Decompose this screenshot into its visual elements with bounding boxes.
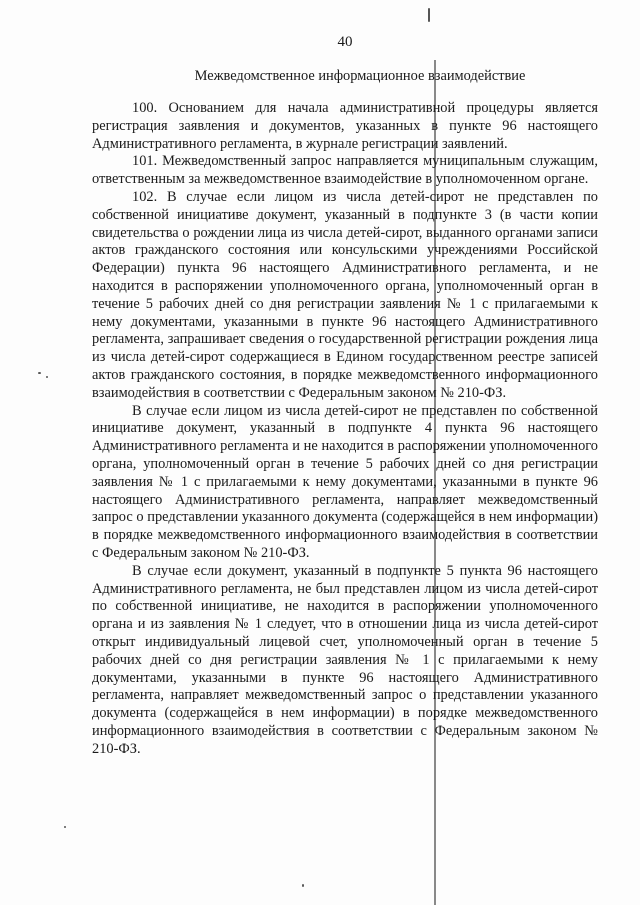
paragraph-100: 100. Основанием для начала административной процедуры является регистрация заявления и документов, указанных в пункте 96 настоящего Административного регламента, в журнале регистрации заявлений.	[92, 100, 598, 152]
paragraph-102: 102. В случае если лицом из числа детей-сирот не представлен по собственной инициативе документ, указанный в подпункте 3 (в части копии свидетельства о рождении лица из числа детей-сирот, выданного органами записи актов гражданского состояния или консульскими учреждениями Российской Федерации) пункта 96 настоящего Административного регламента, и не находится в распоряжении уполномоченного органа, уполномоченный орган в течение 5 рабочих дней со дня регистрации заявления № 1 с прилагаемыми к нему документами, указанными в пункте 96 настоящего Административного регламента, запрашивает сведения о государственной регистрации рождения лица из числа детей-сирот содержащиеся в Едином государственном реестре записей актов гражданского состояния, в порядке межведомственного информационного взаимодействия в соответствии с Федеральным законом № 210-ФЗ.	[92, 188, 598, 401]
page-number: 40	[337, 34, 353, 50]
scan-speck	[46, 376, 48, 378]
section-heading: Межведомственное информационное взаимодействие	[194, 68, 526, 84]
paragraph-101: 101. Межведомственный запрос направляется муниципальным служащим, ответственным за межведомственное взаимодействие в уполномоченном органе.	[92, 153, 598, 188]
document-body	[92, 100, 598, 758]
paragraph-102-part-2: В случае если лицом из числа детей-сирот не представлен по собственной инициативе документ, указанный в подпункте 4 пункта 96 настоящего Административного регламента и не находится в распоряжении уполномоченного органа, уполномоченный орган в течение 5 рабочих дней со дня регистрации заявления № 1 с прилагаемыми к нему документами, указанными в пункте 96 настоящего Административного регламента, направляет межведомственный запрос о представлении указанного документа (содержащейся в нем информации) в порядке межведомственного информационного взаимодействия в соответствии с Федеральным законом № 210-ФЗ.	[92, 402, 598, 561]
scan-speck	[64, 826, 66, 828]
scan-speck	[428, 8, 430, 22]
paragraph-102-part-3: В случае если документ, указанный в подпункте 5 пункта 96 настоящего Административного регламента, не был представлен лицом из числа детей-сирот по собственной инициативе, не находится в распоряжении уполномоченного органа и из заявления № 1 следует, что в отношении лица из числа детей-сирот открыт индивидуальный лицевой счет, уполномоченный орган в течение 5 рабочих дней со дня регистрации заявления № 1 с прилагаемыми к нему документами, указанными в пункте 96 настоящего Административного регламента, направляет межведомственный запрос о представлении указанного документа (содержащейся в нем информации) в порядке межведомственного информационного взаимодействия в соответствии с Федеральным законом № 210-ФЗ.	[92, 562, 598, 757]
scan-speck	[302, 884, 304, 887]
scan-speck	[38, 372, 41, 374]
